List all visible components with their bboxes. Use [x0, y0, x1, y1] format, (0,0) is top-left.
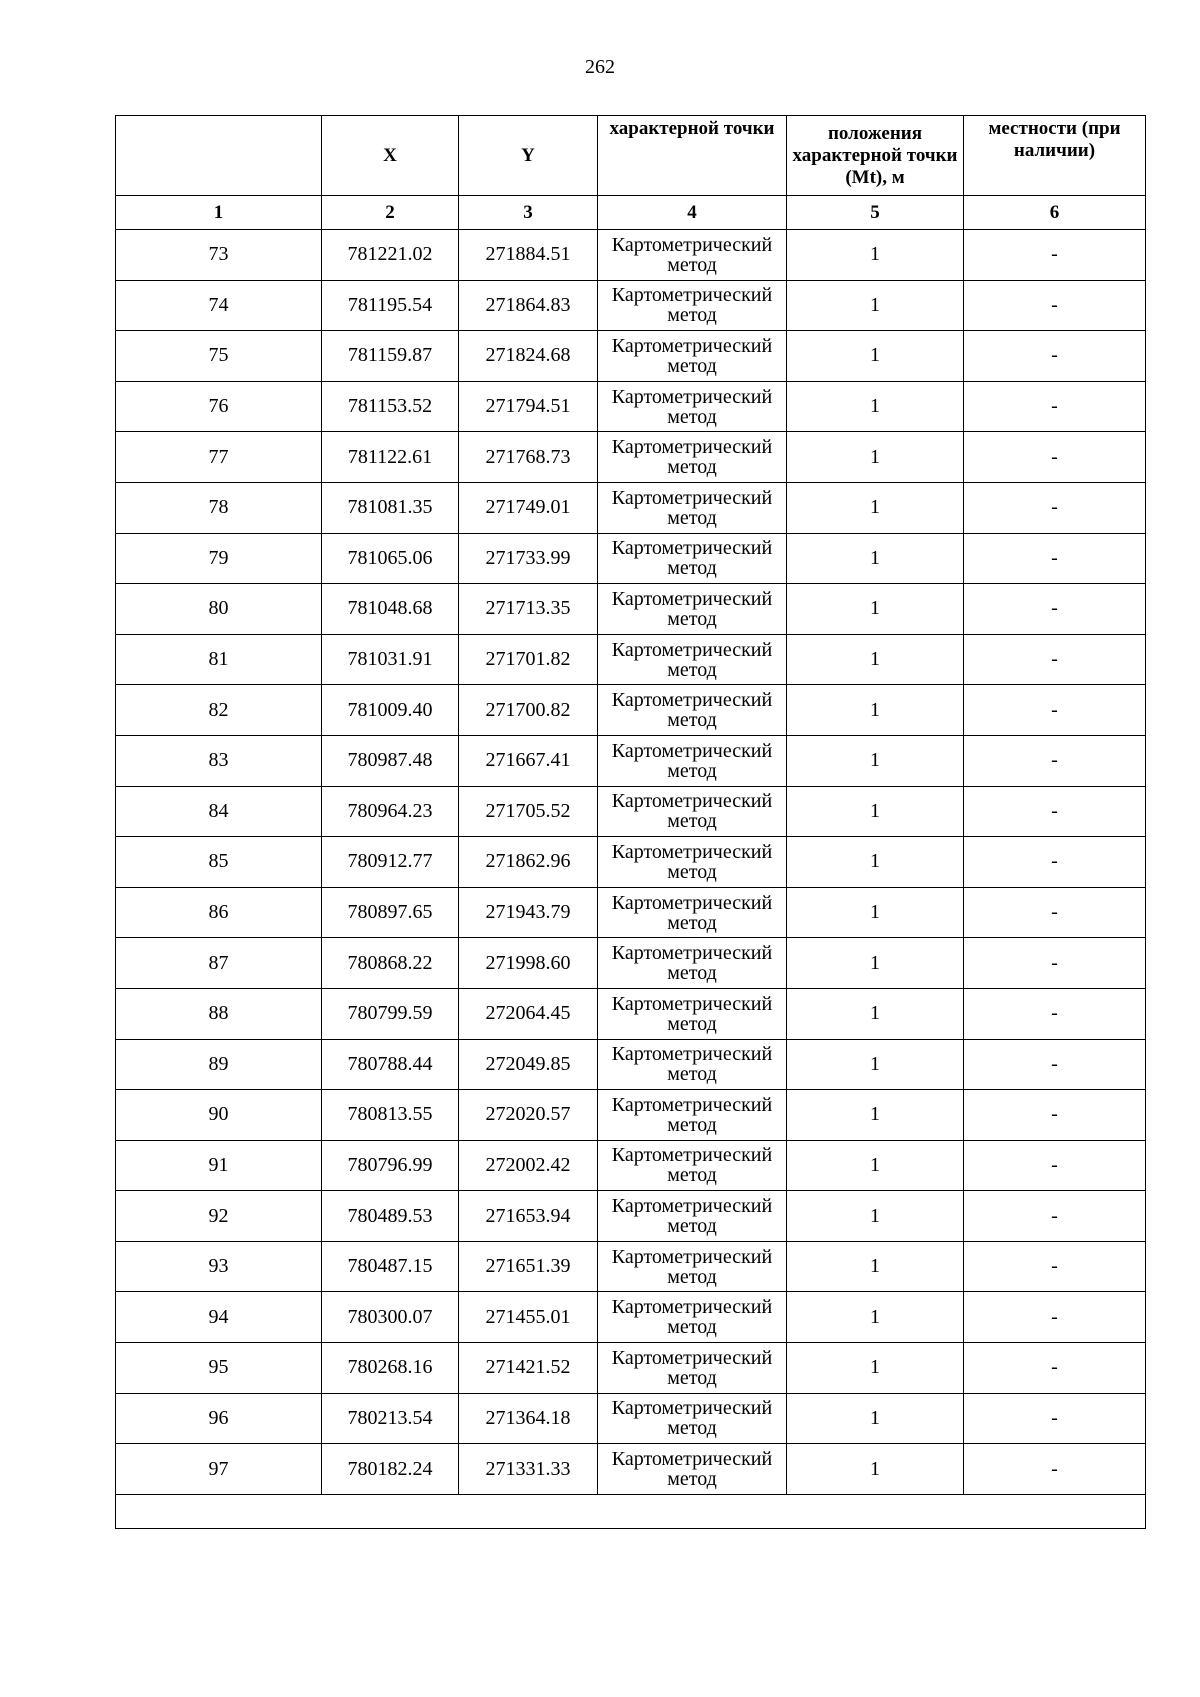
x-coordinate-cell: 781153.52 [322, 381, 459, 432]
description-cell: - [964, 786, 1146, 837]
point-number-cell: 87 [116, 938, 322, 989]
y-coordinate-cell: 271733.99 [459, 533, 598, 584]
point-number-cell: 76 [116, 381, 322, 432]
accuracy-cell: 1 [787, 584, 964, 635]
point-number-cell: 84 [116, 786, 322, 837]
y-coordinate-cell: 272002.42 [459, 1140, 598, 1191]
point-number-cell: 92 [116, 1191, 322, 1242]
accuracy-cell: 1 [787, 1393, 964, 1444]
accuracy-cell: 1 [787, 280, 964, 331]
column-number: 5 [787, 196, 964, 230]
header-accuracy: положения характерной точки (Mt), м [787, 116, 964, 196]
header-y: Y [459, 116, 598, 196]
accuracy-cell: 1 [787, 1444, 964, 1495]
x-coordinate-cell: 780788.44 [322, 1039, 459, 1090]
x-coordinate-cell: 781221.02 [322, 230, 459, 281]
y-coordinate-cell: 271421.52 [459, 1343, 598, 1394]
table-row [116, 887, 1146, 938]
y-coordinate-cell: 271701.82 [459, 634, 598, 685]
description-cell: - [964, 634, 1146, 685]
point-number-cell: 95 [116, 1343, 322, 1394]
x-coordinate-cell: 781122.61 [322, 432, 459, 483]
description-cell: - [964, 1444, 1146, 1495]
y-coordinate-cell: 271943.79 [459, 887, 598, 938]
y-coordinate-cell: 271705.52 [459, 786, 598, 837]
table-row [116, 381, 1146, 432]
point-number-cell: 78 [116, 482, 322, 533]
table-row [116, 280, 1146, 331]
y-coordinate-cell: 271364.18 [459, 1393, 598, 1444]
accuracy-cell: 1 [787, 1140, 964, 1191]
description-cell: - [964, 230, 1146, 281]
accuracy-cell: 1 [787, 381, 964, 432]
point-number-cell: 80 [116, 584, 322, 635]
point-number-cell: 75 [116, 331, 322, 382]
method-cell: Картометрический метод [598, 331, 787, 382]
y-coordinate-cell: 271884.51 [459, 230, 598, 281]
accuracy-cell: 1 [787, 432, 964, 483]
point-number-cell: 96 [116, 1393, 322, 1444]
table-row [116, 735, 1146, 786]
x-coordinate-cell: 780813.55 [322, 1090, 459, 1141]
description-cell: - [964, 887, 1146, 938]
table-row [116, 1241, 1146, 1292]
table-header-row [116, 116, 1146, 196]
description-cell: - [964, 735, 1146, 786]
description-cell: - [964, 280, 1146, 331]
description-cell: - [964, 1140, 1146, 1191]
accuracy-cell: 1 [787, 230, 964, 281]
description-cell: - [964, 533, 1146, 584]
column-number: 3 [459, 196, 598, 230]
y-coordinate-cell: 271331.33 [459, 1444, 598, 1495]
point-number-cell: 73 [116, 230, 322, 281]
table-row [116, 1393, 1146, 1444]
method-cell: Картометрический метод [598, 887, 787, 938]
accuracy-cell: 1 [787, 837, 964, 888]
method-cell: Картометрический метод [598, 381, 787, 432]
point-number-cell: 91 [116, 1140, 322, 1191]
x-coordinate-cell: 780213.54 [322, 1393, 459, 1444]
y-coordinate-cell: 271667.41 [459, 735, 598, 786]
empty-cell [116, 1494, 1146, 1528]
column-number: 6 [964, 196, 1146, 230]
method-cell: Картометрический метод [598, 533, 787, 584]
column-number: 1 [116, 196, 322, 230]
x-coordinate-cell: 780799.59 [322, 988, 459, 1039]
x-coordinate-cell: 780796.99 [322, 1140, 459, 1191]
accuracy-cell: 1 [787, 634, 964, 685]
description-cell: - [964, 432, 1146, 483]
table-row [116, 1292, 1146, 1343]
point-number-cell: 83 [116, 735, 322, 786]
method-cell: Картометрический метод [598, 584, 787, 635]
x-coordinate-cell: 780489.53 [322, 1191, 459, 1242]
description-cell: - [964, 584, 1146, 635]
description-cell: - [964, 1039, 1146, 1090]
table-row [116, 1090, 1146, 1141]
x-coordinate-cell: 781065.06 [322, 533, 459, 584]
description-cell: - [964, 1393, 1146, 1444]
table-row [116, 1343, 1146, 1394]
table-row [116, 938, 1146, 989]
y-coordinate-cell: 272020.57 [459, 1090, 598, 1141]
table-row [116, 1444, 1146, 1495]
description-cell: - [964, 1241, 1146, 1292]
point-number-cell: 79 [116, 533, 322, 584]
method-cell: Картометрический метод [598, 1292, 787, 1343]
table-row [116, 584, 1146, 635]
empty-table-row [116, 1494, 1146, 1528]
accuracy-cell: 1 [787, 887, 964, 938]
point-number-cell: 97 [116, 1444, 322, 1495]
description-cell: - [964, 331, 1146, 382]
method-cell: Картометрический метод [598, 735, 787, 786]
description-cell: - [964, 837, 1146, 888]
table-row [116, 634, 1146, 685]
y-coordinate-cell: 271713.35 [459, 584, 598, 635]
table-row [116, 533, 1146, 584]
accuracy-cell: 1 [787, 331, 964, 382]
table-row [116, 1039, 1146, 1090]
accuracy-cell: 1 [787, 988, 964, 1039]
table-row [116, 432, 1146, 483]
accuracy-cell: 1 [787, 482, 964, 533]
method-cell: Картометрический метод [598, 1343, 787, 1394]
accuracy-cell: 1 [787, 938, 964, 989]
y-coordinate-cell: 271651.39 [459, 1241, 598, 1292]
description-cell: - [964, 685, 1146, 736]
point-number-cell: 82 [116, 685, 322, 736]
column-number: 2 [322, 196, 459, 230]
method-cell: Картометрический метод [598, 1444, 787, 1495]
method-cell: Картометрический метод [598, 685, 787, 736]
table-row [116, 331, 1146, 382]
y-coordinate-cell: 271998.60 [459, 938, 598, 989]
header-x: X [322, 116, 459, 196]
y-coordinate-cell: 272064.45 [459, 988, 598, 1039]
description-cell: - [964, 1292, 1146, 1343]
header-description: местности (при наличии) [964, 116, 1146, 196]
point-number-cell: 74 [116, 280, 322, 331]
method-cell: Картометрический метод [598, 1090, 787, 1141]
table-row [116, 988, 1146, 1039]
accuracy-cell: 1 [787, 735, 964, 786]
x-coordinate-cell: 780897.65 [322, 887, 459, 938]
x-coordinate-cell: 780487.15 [322, 1241, 459, 1292]
table-body [116, 230, 1146, 1529]
column-number: 4 [598, 196, 787, 230]
method-cell: Картометрический метод [598, 938, 787, 989]
y-coordinate-cell: 271768.73 [459, 432, 598, 483]
method-cell: Картометрический метод [598, 1393, 787, 1444]
point-number-cell: 88 [116, 988, 322, 1039]
table-row [116, 786, 1146, 837]
y-coordinate-cell: 271749.01 [459, 482, 598, 533]
method-cell: Картометрический метод [598, 1140, 787, 1191]
page-number: 262 [585, 56, 615, 78]
point-number-cell: 93 [116, 1241, 322, 1292]
accuracy-cell: 1 [787, 1039, 964, 1090]
x-coordinate-cell: 781159.87 [322, 331, 459, 382]
method-cell: Картометрический метод [598, 432, 787, 483]
x-coordinate-cell: 780964.23 [322, 786, 459, 837]
accuracy-cell: 1 [787, 1292, 964, 1343]
table-row [116, 837, 1146, 888]
x-coordinate-cell: 780182.24 [322, 1444, 459, 1495]
accuracy-cell: 1 [787, 1343, 964, 1394]
x-coordinate-cell: 781081.35 [322, 482, 459, 533]
method-cell: Картометрический метод [598, 1039, 787, 1090]
accuracy-cell: 1 [787, 786, 964, 837]
table-row [116, 1191, 1146, 1242]
table-row [116, 685, 1146, 736]
column-number-row [116, 196, 1146, 230]
table-row [116, 230, 1146, 281]
y-coordinate-cell: 271653.94 [459, 1191, 598, 1242]
y-coordinate-cell: 271824.68 [459, 331, 598, 382]
description-cell: - [964, 381, 1146, 432]
method-cell: Картометрический метод [598, 988, 787, 1039]
y-coordinate-cell: 272049.85 [459, 1039, 598, 1090]
header-point-number [116, 116, 322, 196]
description-cell: - [964, 1343, 1146, 1394]
method-cell: Картометрический метод [598, 482, 787, 533]
method-cell: Картометрический метод [598, 634, 787, 685]
point-number-cell: 86 [116, 887, 322, 938]
description-cell: - [964, 988, 1146, 1039]
coordinates-table [115, 115, 1146, 1529]
y-coordinate-cell: 271864.83 [459, 280, 598, 331]
point-number-cell: 89 [116, 1039, 322, 1090]
accuracy-cell: 1 [787, 1090, 964, 1141]
x-coordinate-cell: 780987.48 [322, 735, 459, 786]
x-coordinate-cell: 780300.07 [322, 1292, 459, 1343]
method-cell: Картометрический метод [598, 786, 787, 837]
x-coordinate-cell: 781195.54 [322, 280, 459, 331]
y-coordinate-cell: 271794.51 [459, 381, 598, 432]
header-method: характерной точки [598, 116, 787, 196]
y-coordinate-cell: 271862.96 [459, 837, 598, 888]
point-number-cell: 81 [116, 634, 322, 685]
accuracy-cell: 1 [787, 1241, 964, 1292]
method-cell: Картометрический метод [598, 1241, 787, 1292]
x-coordinate-cell: 781009.40 [322, 685, 459, 736]
table-row [116, 482, 1146, 533]
point-number-cell: 94 [116, 1292, 322, 1343]
x-coordinate-cell: 781031.91 [322, 634, 459, 685]
table-row [116, 1140, 1146, 1191]
point-number-cell: 77 [116, 432, 322, 483]
method-cell: Картометрический метод [598, 230, 787, 281]
method-cell: Картометрический метод [598, 1191, 787, 1242]
x-coordinate-cell: 781048.68 [322, 584, 459, 635]
x-coordinate-cell: 780912.77 [322, 837, 459, 888]
description-cell: - [964, 1191, 1146, 1242]
method-cell: Картометрический метод [598, 280, 787, 331]
description-cell: - [964, 938, 1146, 989]
accuracy-cell: 1 [787, 533, 964, 584]
x-coordinate-cell: 780868.22 [322, 938, 459, 989]
accuracy-cell: 1 [787, 685, 964, 736]
description-cell: - [964, 1090, 1146, 1141]
point-number-cell: 85 [116, 837, 322, 888]
accuracy-cell: 1 [787, 1191, 964, 1242]
method-cell: Картометрический метод [598, 837, 787, 888]
y-coordinate-cell: 271455.01 [459, 1292, 598, 1343]
description-cell: - [964, 482, 1146, 533]
x-coordinate-cell: 780268.16 [322, 1343, 459, 1394]
y-coordinate-cell: 271700.82 [459, 685, 598, 736]
point-number-cell: 90 [116, 1090, 322, 1141]
